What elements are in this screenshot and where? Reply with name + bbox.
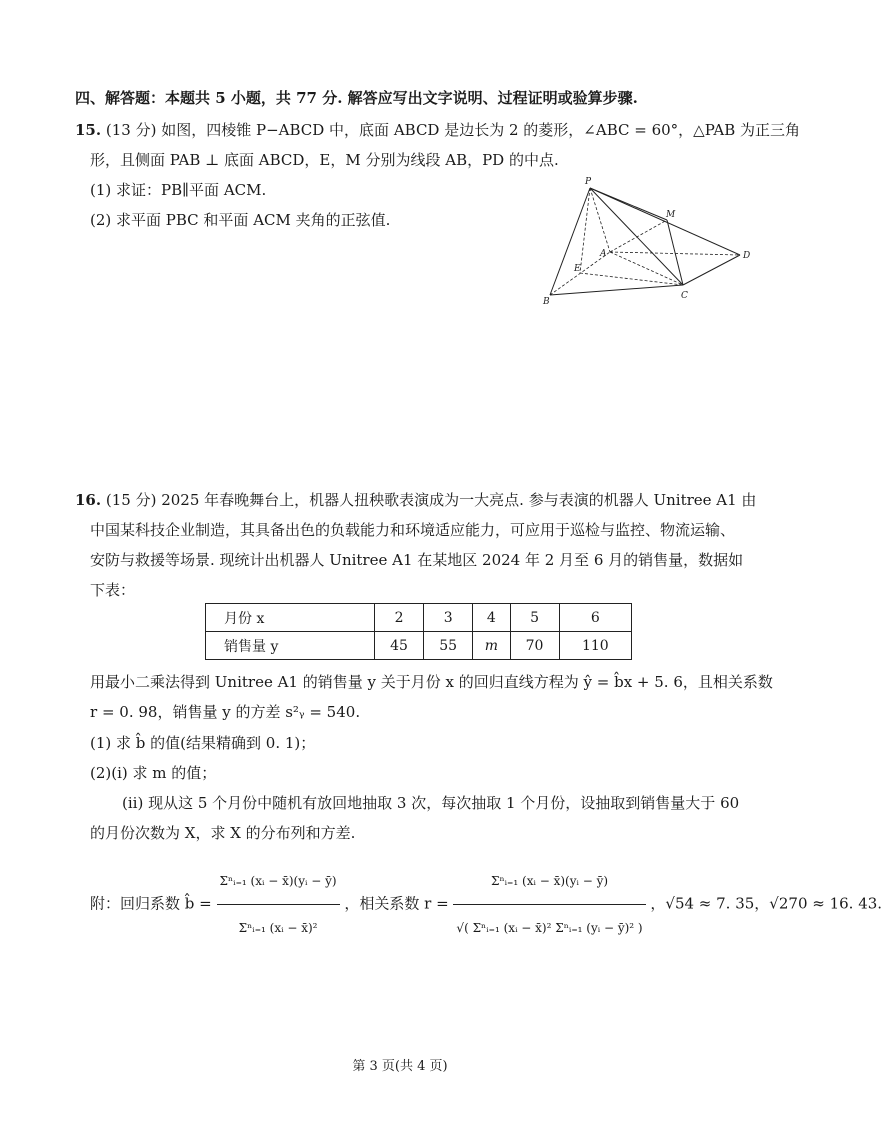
table-cell: m <box>473 632 510 660</box>
q16-part2ii-line1: (ⅱ) 现从这 5 个月份中随机有放回地抽取 3 次，每次抽取 1 个月份，设抽取到销售量大于 60 <box>122 794 740 812</box>
edge-PB <box>550 188 590 295</box>
page-footer: 第 3 页(共 4 页) <box>352 1059 448 1074</box>
table-cell: 45 <box>375 632 424 660</box>
edge-PC <box>590 188 683 285</box>
segment-PM <box>590 188 667 220</box>
q15-line1: 15. (13 分) 如图，四棱锥 P−ABCD 中，底面 ABCD 是边长为 2 的菱形，∠ABC = 60°，△PAB 为正三角 <box>75 121 801 139</box>
regression-numerator: Σⁿᵢ₌₁ (xᵢ − x̄)(yᵢ − ȳ) <box>217 860 340 905</box>
table-cell-header: 销售量 y <box>206 632 375 660</box>
table-cell: 6 <box>559 604 631 632</box>
table-row <box>206 604 632 632</box>
q15-number: 15. <box>75 121 102 139</box>
correlation-numerator: Σⁿᵢ₌₁ (xᵢ − x̄)(yᵢ − ȳ) <box>453 860 645 905</box>
label-D: D <box>743 251 751 261</box>
section-heading: 四、解答题：本题共 5 小题，共 77 分. 解答应写出文字说明、过程证明或验算步骤. <box>75 89 638 107</box>
q16-part1: (1) 求 b̂ 的值(结果精确到 0. 1)； <box>90 734 316 752</box>
segment-EC <box>580 273 683 285</box>
segment-AM <box>610 220 667 252</box>
regression-denominator: Σⁿᵢ₌₁ (xᵢ − x̄)² <box>238 921 318 935</box>
q16-line1: 16. (15 分) 2025 年春晚舞台上，机器人扭秧歌表演成为一大亮点. 参与表演的机器人 Unitree A1 由 <box>75 491 757 509</box>
label-A: A <box>600 249 607 259</box>
sales-table <box>205 603 632 660</box>
appendix-mid: ，相关系数 r = <box>344 894 449 913</box>
q16-line4: 下表： <box>90 581 136 599</box>
q16-line3: 安防与救援等场景. 现统计出机器人 Unitree A1 在某地区 2024 年 2 月至 6 月的销售量，数据如 <box>90 551 744 569</box>
table-row <box>206 632 632 660</box>
q16-after1: 用最小二乘法得到 Unitree A1 的销售量 y 关于月份 x 的回归直线方程为 ŷ = b̂x + 5. 6，且相关系数 <box>90 673 773 691</box>
q16-part2ii-line2: 的月份次数为 X，求 X 的分布列和方差. <box>90 824 356 842</box>
pyramid-figure <box>535 170 760 310</box>
label-B: B <box>543 297 550 307</box>
appendix-lead: 附：回归系数 b̂ = <box>90 894 212 913</box>
q16-number: 16. <box>75 491 102 509</box>
appendix-tail: ，√54 ≈ 7. 35，√270 ≈ 16. 43. <box>650 894 882 913</box>
table-cell: 3 <box>424 604 473 632</box>
edge-CD <box>683 255 740 285</box>
correlation-denominator: √( Σⁿᵢ₌₁ (xᵢ − x̄)² Σⁿᵢ₌₁ (yᵢ − ȳ)² ) <box>456 921 643 935</box>
diagonal-AC <box>610 252 683 285</box>
correlation-fraction <box>453 860 645 949</box>
label-E: E <box>574 264 581 274</box>
table-cell: 2 <box>375 604 424 632</box>
q16-part2: (2)(ⅰ) 求 m 的值； <box>90 764 217 782</box>
q16-line2: 中国某科技企业制造，其具备出色的负载能力和环境适应能力，可应用于巡检与监控、物流运输、 <box>90 521 736 539</box>
edge-PA <box>590 188 610 252</box>
q15-part1: (1) 求证：PB∥平面 ACM. <box>90 181 267 199</box>
table-cell: 5 <box>510 604 559 632</box>
q16-after2: r = 0. 98，销售量 y 的方差 s²ᵧ = 540. <box>90 703 361 721</box>
table-cell: 55 <box>424 632 473 660</box>
table-cell: 70 <box>510 632 559 660</box>
segment-MC <box>667 220 683 285</box>
table-cell: 110 <box>559 632 631 660</box>
q15-line2: 形，且侧面 PAB ⊥ 底面 ABCD，E，M 分别为线段 AB，PD 的中点. <box>90 151 559 169</box>
regression-fraction <box>217 860 340 949</box>
label-C: C <box>681 291 688 301</box>
label-P: P <box>585 177 592 187</box>
table-cell: 4 <box>473 604 510 632</box>
appendix-formulas <box>90 860 882 949</box>
q15-part2: (2) 求平面 PBC 和平面 ACM 夹角的正弦值. <box>90 211 391 229</box>
label-M: M <box>666 210 676 220</box>
table-cell-header: 月份 x <box>206 604 375 632</box>
edge-BC <box>550 285 683 295</box>
